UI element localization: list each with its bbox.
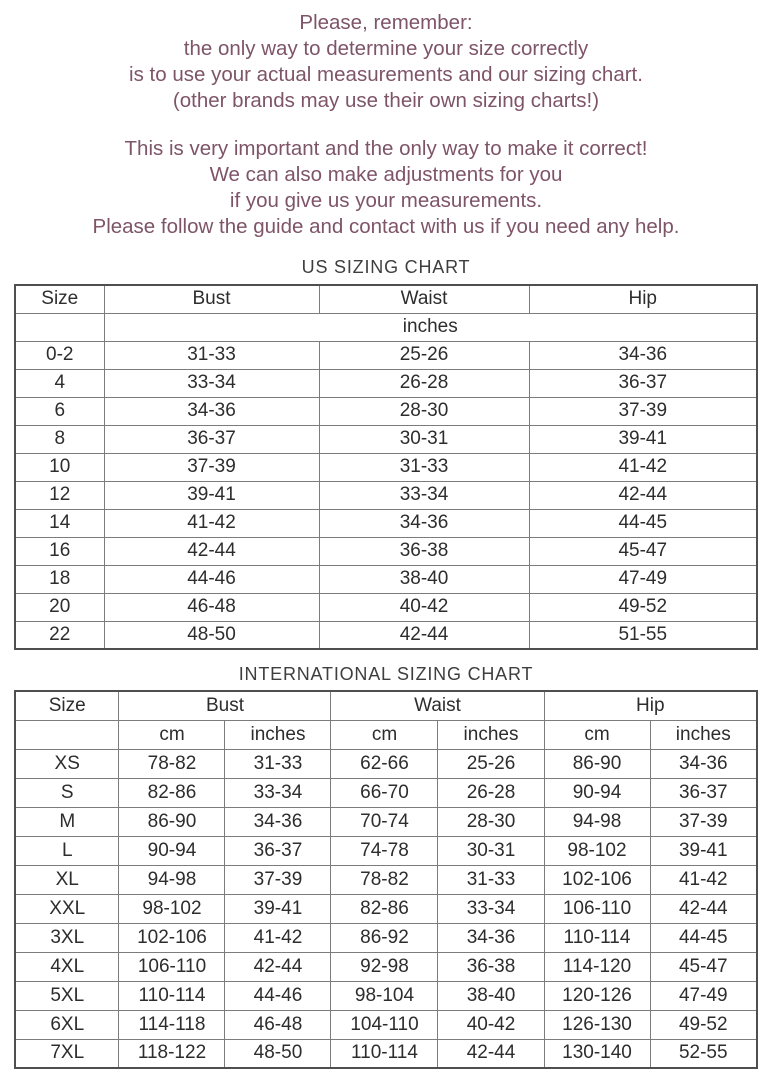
table-row [15,1010,757,1039]
measurement-cell: 78-82 [331,865,438,894]
measurement-cell: 98-102 [544,836,650,865]
table-row [15,621,757,649]
us-header-row [15,285,757,313]
size-cell: XXL [15,894,119,923]
measurement-cell: 82-86 [119,778,225,807]
table-row [15,565,757,593]
column-header-size: Size [15,285,104,313]
intro-line: We can also make adjustments for you [209,163,563,186]
size-cell: M [15,807,119,836]
measurement-cell: 33-34 [225,778,331,807]
measurement-cell: 41-42 [225,923,331,952]
measurement-cell: 36-38 [319,537,529,565]
us-sizing-table [14,284,758,650]
measurement-cell: 120-126 [544,981,650,1010]
table-row [15,807,757,836]
measurement-cell: 36-37 [104,425,319,453]
unit-label-inches: inches [104,313,757,341]
measurement-cell: 48-50 [104,621,319,649]
measurement-cell: 102-106 [119,923,225,952]
measurement-cell: 39-41 [104,481,319,509]
table-row [15,341,757,369]
intro-line: Please follow the guide and contact with us if you need any help. [92,215,680,238]
table-row [15,865,757,894]
us-unit-row [15,313,757,341]
us-table-body [15,341,757,649]
measurement-cell: 36-37 [650,778,757,807]
measurement-cell: 90-94 [119,836,225,865]
measurement-cell: 39-41 [225,894,331,923]
column-header-size: Size [15,691,119,720]
table-row [15,453,757,481]
measurement-cell: 82-86 [331,894,438,923]
table-row [15,425,757,453]
table-row [15,894,757,923]
measurement-cell: 37-39 [650,807,757,836]
measurement-cell: 70-74 [331,807,438,836]
unit-label-inches: inches [438,720,544,749]
intro-text [0,10,772,240]
measurement-cell: 39-41 [650,836,757,865]
measurement-cell: 44-46 [104,565,319,593]
measurement-cell: 74-78 [331,836,438,865]
measurement-cell: 34-36 [438,923,544,952]
measurement-cell: 31-33 [319,453,529,481]
table-row [15,981,757,1010]
table-row [15,836,757,865]
measurement-cell: 94-98 [544,807,650,836]
measurement-cell: 36-37 [529,369,757,397]
intro-line: the only way to determine your size correctly [183,37,589,60]
intro-line: This is very important and the only way to make it correct! [124,137,648,160]
table-row [15,593,757,621]
intl-unit-row [15,720,757,749]
size-cell: 12 [15,481,104,509]
measurement-cell: 110-114 [544,923,650,952]
unit-label-inches: inches [650,720,757,749]
measurement-cell: 86-92 [331,923,438,952]
measurement-cell: 44-45 [529,509,757,537]
measurement-cell: 51-55 [529,621,757,649]
measurement-cell: 86-90 [544,749,650,778]
measurement-cell: 42-44 [438,1039,544,1068]
measurement-cell: 106-110 [544,894,650,923]
measurement-cell: 34-36 [319,509,529,537]
table-row [15,749,757,778]
column-header-bust: Bust [104,285,319,313]
size-cell: 0-2 [15,341,104,369]
measurement-cell: 34-36 [225,807,331,836]
unit-label-cm: cm [544,720,650,749]
measurement-cell: 41-42 [529,453,757,481]
measurement-cell: 26-28 [319,369,529,397]
measurement-cell: 92-98 [331,952,438,981]
size-cell: 22 [15,621,104,649]
measurement-cell: 45-47 [529,537,757,565]
measurement-cell: 102-106 [544,865,650,894]
measurement-cell: 39-41 [529,425,757,453]
measurement-cell: 42-44 [529,481,757,509]
measurement-cell: 38-40 [319,565,529,593]
measurement-cell: 31-33 [225,749,331,778]
intro-line: if you give us your measurements. [229,189,543,212]
measurement-cell: 52-55 [650,1039,757,1068]
measurement-cell: 34-36 [104,397,319,425]
measurement-cell: 66-70 [331,778,438,807]
size-cell: L [15,836,119,865]
intro-paragraph-reminder [0,10,772,114]
measurement-cell: 62-66 [331,749,438,778]
measurement-cell: 40-42 [319,593,529,621]
table-row [15,509,757,537]
size-cell: 7XL [15,1039,119,1068]
intl-header-row [15,691,757,720]
measurement-cell: 86-90 [119,807,225,836]
measurement-cell: 41-42 [104,509,319,537]
size-cell: 6 [15,397,104,425]
measurement-cell: 42-44 [225,952,331,981]
measurement-cell: 31-33 [104,341,319,369]
measurement-cell: 34-36 [650,749,757,778]
column-header-waist: Waist [331,691,544,720]
measurement-cell: 98-104 [331,981,438,1010]
measurement-cell: 28-30 [319,397,529,425]
measurement-cell: 110-114 [119,981,225,1010]
size-cell: 18 [15,565,104,593]
measurement-cell: 44-45 [650,923,757,952]
measurement-cell: 114-118 [119,1010,225,1039]
table-row [15,369,757,397]
table-row [15,778,757,807]
measurement-cell: 33-34 [104,369,319,397]
measurement-cell: 42-44 [104,537,319,565]
measurement-cell: 30-31 [319,425,529,453]
measurement-cell: 37-39 [225,865,331,894]
table-row [15,923,757,952]
measurement-cell: 104-110 [331,1010,438,1039]
measurement-cell: 118-122 [119,1039,225,1068]
table-row [15,397,757,425]
measurement-cell: 48-50 [225,1039,331,1068]
measurement-cell: 33-34 [438,894,544,923]
measurement-cell: 41-42 [650,865,757,894]
international-chart-title: INTERNATIONAL SIZING CHART [238,664,534,684]
us-chart-title: US SIZING CHART [301,257,471,277]
measurement-cell: 46-48 [225,1010,331,1039]
measurement-cell: 78-82 [119,749,225,778]
table-row [15,952,757,981]
measurement-cell: 33-34 [319,481,529,509]
measurement-cell: 37-39 [529,397,757,425]
column-header-hip: Hip [529,285,757,313]
table-row [15,481,757,509]
measurement-cell: 38-40 [438,981,544,1010]
measurement-cell: 40-42 [438,1010,544,1039]
measurement-cell: 25-26 [319,341,529,369]
unit-label-cm: cm [119,720,225,749]
column-header-hip: Hip [544,691,757,720]
measurement-cell: 46-48 [104,593,319,621]
measurement-cell: 37-39 [104,453,319,481]
size-cell: S [15,778,119,807]
size-cell: 14 [15,509,104,537]
measurement-cell: 130-140 [544,1039,650,1068]
measurement-cell: 25-26 [438,749,544,778]
size-cell: XL [15,865,119,894]
measurement-cell: 45-47 [650,952,757,981]
empty-cell [15,313,104,341]
intro-line: (other brands may use their own sizing charts!) [172,89,600,112]
measurement-cell: 106-110 [119,952,225,981]
measurement-cell: 49-52 [650,1010,757,1039]
size-cell: 16 [15,537,104,565]
size-cell: 20 [15,593,104,621]
international-sizing-table [14,690,758,1069]
measurement-cell: 42-44 [650,894,757,923]
measurement-cell: 28-30 [438,807,544,836]
size-cell: 10 [15,453,104,481]
measurement-cell: 90-94 [544,778,650,807]
size-cell: 5XL [15,981,119,1010]
measurement-cell: 30-31 [438,836,544,865]
intl-table-body [15,749,757,1068]
size-cell: 6XL [15,1010,119,1039]
measurement-cell: 44-46 [225,981,331,1010]
measurement-cell: 34-36 [529,341,757,369]
measurement-cell: 114-120 [544,952,650,981]
measurement-cell: 42-44 [319,621,529,649]
table-row [15,1039,757,1068]
table-row [15,537,757,565]
intro-line: is to use your actual measurements and our sizing chart. [129,63,643,86]
size-cell: 8 [15,425,104,453]
size-cell: 3XL [15,923,119,952]
measurement-cell: 47-49 [650,981,757,1010]
intro-line: Please, remember: [299,11,473,34]
measurement-cell: 49-52 [529,593,757,621]
intro-paragraph-important [0,136,772,240]
measurement-cell: 26-28 [438,778,544,807]
empty-cell [15,720,119,749]
size-cell: XS [15,749,119,778]
measurement-cell: 36-37 [225,836,331,865]
measurement-cell: 110-114 [331,1039,438,1068]
measurement-cell: 36-38 [438,952,544,981]
size-cell: 4 [15,369,104,397]
unit-label-cm: cm [331,720,438,749]
size-cell: 4XL [15,952,119,981]
measurement-cell: 98-102 [119,894,225,923]
column-header-bust: Bust [119,691,331,720]
unit-label-inches: inches [225,720,331,749]
measurement-cell: 47-49 [529,565,757,593]
column-header-waist: Waist [319,285,529,313]
measurement-cell: 31-33 [438,865,544,894]
measurement-cell: 126-130 [544,1010,650,1039]
measurement-cell: 94-98 [119,865,225,894]
